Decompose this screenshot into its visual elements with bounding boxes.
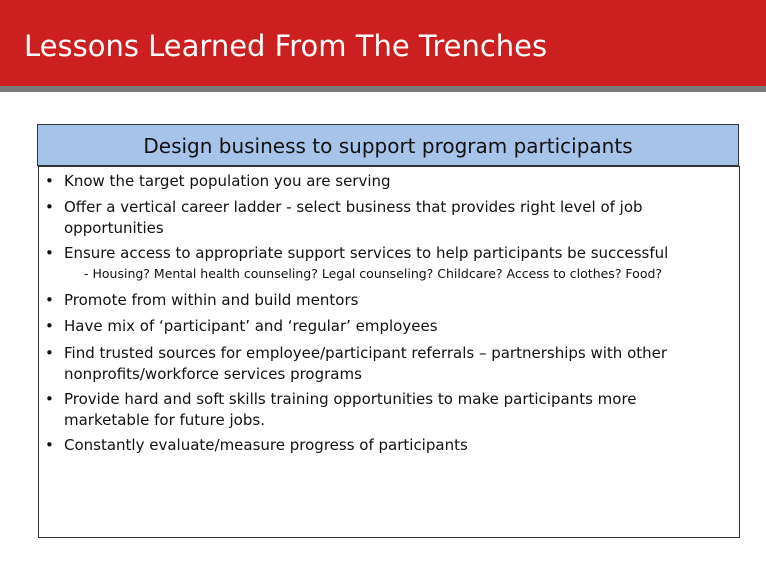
title-divider [0,86,766,92]
bullet-text: Ensure access to appropriate support services to help participants be successful [64,244,669,262]
bullet-text: Constantly evaluate/measure progress of participants [64,436,468,454]
bullet-marker: • [45,172,54,190]
bullet-marker: • [45,344,54,362]
section-header-box [37,124,739,166]
bullet-marker: • [45,244,54,262]
bullet-subnote: - Housing? Mental health counseling? Legal counseling? Childcare? Access to clothes? Food? [84,266,663,281]
bullet-text: Have mix of ‘participant’ and ‘regular’ employees [64,317,438,335]
bullet-text: Promote from within and build mentors [64,291,359,309]
bullet-text: Know the target population you are serving [64,172,391,190]
content-box [38,166,740,538]
section-header: Design business to support program participants [143,134,633,158]
bullet-marker: • [45,436,54,454]
slide-title: Lessons Learned From The Trenches [24,29,548,63]
bullet-marker: • [45,317,54,335]
bullet-text: Offer a vertical career ladder - select business that provides right level of job opportunities [64,198,643,237]
bullet-marker: • [45,198,54,216]
bullet-marker: • [45,390,54,408]
bullet-text: Find trusted sources for employee/participant referrals – partnerships with other nonprofits/workforce services programs [64,344,668,383]
bullet-marker: • [45,291,54,309]
title-bar [0,0,766,86]
bullet-text: Provide hard and soft skills training opportunities to make participants more marketable for future jobs. [64,390,637,429]
